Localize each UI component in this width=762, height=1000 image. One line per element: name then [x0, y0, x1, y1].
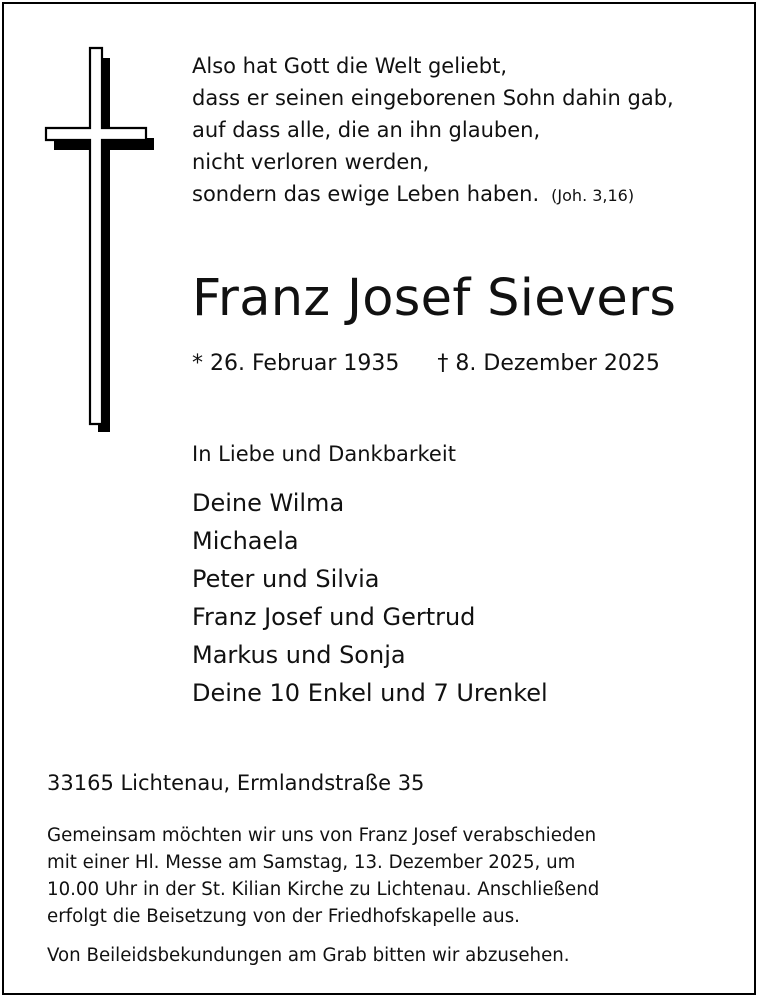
notice-line: erfolgt die Beisetzung von der Friedhofskapelle aus.: [47, 906, 520, 927]
birth-date: * 26. Februar 1935: [192, 351, 400, 376]
notice-line: mit einer Hl. Messe am Samstag, 13. Dezember 2025, um: [47, 852, 576, 873]
obituary-frame: [2, 2, 756, 995]
mourner-name: Michaela: [192, 527, 299, 555]
verse-line: nicht verloren werden,: [192, 150, 430, 174]
mourners-intro: In Liebe und Dankbarkeit: [192, 442, 456, 466]
mourner-name: Franz Josef und Gertrud: [192, 603, 476, 631]
verse-line-last: [192, 178, 634, 212]
mourner-name: Deine 10 Enkel und 7 Urenkel: [192, 679, 548, 707]
mourner-name: Markus und Sonja: [192, 641, 406, 669]
death-date: † 8. Dezember 2025: [437, 351, 660, 376]
notice-line: Gemeinsam möchten wir uns von Franz Josef verabschieden: [47, 825, 597, 846]
verse-line: dass er seinen eingeborenen Sohn dahin gab,: [192, 86, 674, 110]
verse-line: auf dass alle, die an ihn glauben,: [192, 118, 541, 142]
verse-text: sondern das ewige Leben haben.: [192, 182, 540, 206]
mourner-name: Deine Wilma: [192, 489, 345, 517]
mourner-name: Peter und Silvia: [192, 565, 380, 593]
address: 33165 Lichtenau, Ermlandstraße 35: [47, 771, 425, 795]
life-dates: [192, 347, 660, 381]
deceased-name: Franz Josef Sievers: [192, 269, 677, 328]
verse-line: Also hat Gott die Welt geliebt,: [192, 54, 508, 78]
notice-line: 10.00 Uhr in der St. Kilian Kirche zu Lichtenau. Anschließend: [47, 879, 600, 900]
condolence-note: Von Beileidsbekundungen am Grab bitten wir abzusehen.: [47, 945, 570, 966]
verse-reference: (Joh. 3,16): [551, 186, 635, 205]
latin-cross-icon: [44, 46, 156, 432]
